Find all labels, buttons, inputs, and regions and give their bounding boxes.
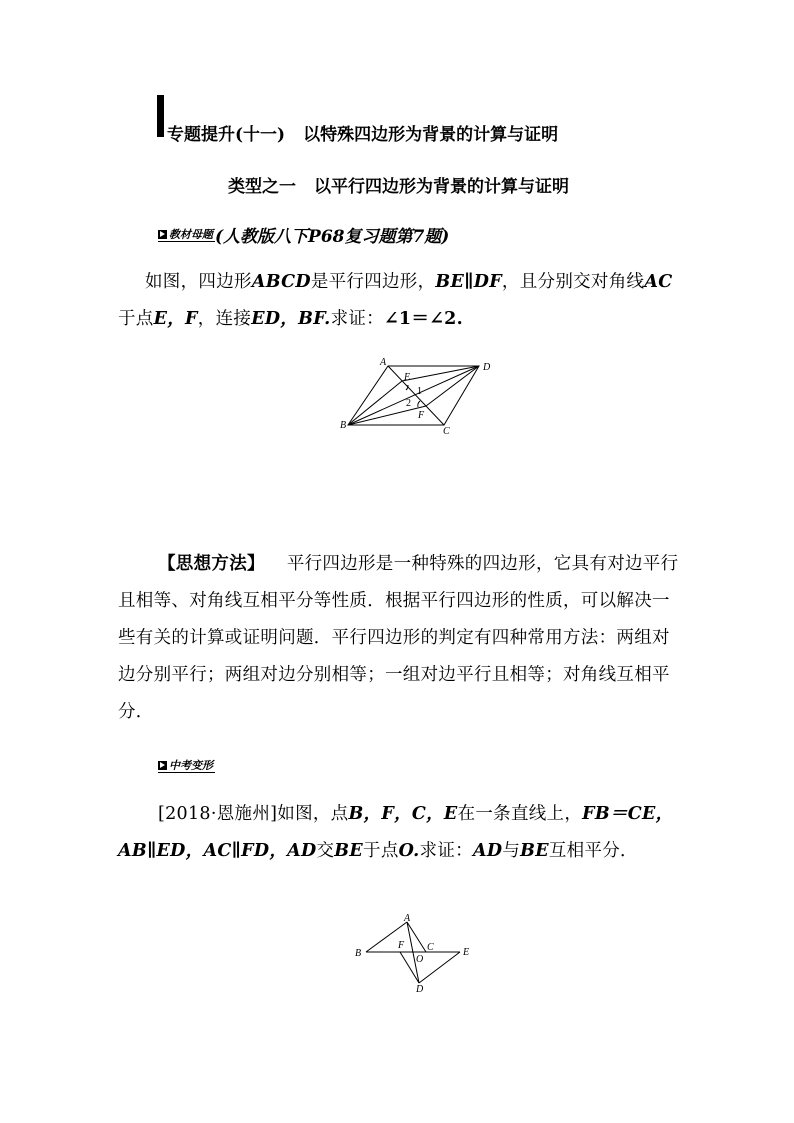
label-F: F: [398, 940, 405, 951]
label-C: C: [427, 942, 434, 953]
label-A: A: [380, 357, 387, 368]
play-icon: [158, 761, 167, 770]
title-bar-decoration: [157, 95, 164, 137]
textbook-problem-tag: 教材母题: [158, 228, 215, 242]
section-subtitle: 类型之一 以平行四边形为背景的计算与证明: [228, 177, 569, 197]
bowtie-figure: [350, 910, 480, 995]
parallelogram-figure: [330, 355, 500, 440]
play-icon: [158, 230, 167, 239]
textbook-problem-header: [158, 222, 449, 247]
exam-variant-header: [158, 755, 215, 774]
method-paragraph: 【思想方法】 平行四边形是一种特殊的四边形，它具有对边平行且相等、对角线互相平分等性质．根据平行四边形的性质，可以解决一些有关的计算或证明问题．平行四边形的判定有四种常用方法：两组对边分别平行；两组对边分别相等；一组对边平行且相等；对角线互相平分．: [118, 554, 679, 722]
exam-problem-statement: [2018·恩施州]如图，点B，F，C，E在一条直线上，FB＝CE，AB∥ED，AC∥FD，AD交BE于点O.求证：AD与BE互相平分．: [118, 804, 674, 861]
label-D: D: [416, 984, 424, 995]
label-B: B: [355, 948, 362, 959]
method-label: 【思想方法】: [158, 554, 265, 574]
problem-source: (人教版八下P68复习题第7题): [215, 227, 450, 247]
label-C: C: [443, 426, 450, 437]
label-O: O: [416, 954, 424, 965]
label-B: B: [340, 420, 347, 431]
label-E: E: [463, 947, 470, 958]
page-title: 专题提升(十一) 以特殊四边形为背景的计算与证明: [167, 125, 559, 145]
exam-variant-tag: 中考变形: [158, 759, 215, 773]
label-D: D: [483, 362, 491, 373]
label-E: E: [404, 372, 411, 383]
segment-ed: [402, 366, 479, 381]
label-angle-1: 1: [417, 386, 422, 397]
label-F: F: [418, 410, 425, 421]
problem-statement: 如图，四边形ABCD是平行四边形，BE∥DF，且分别交对角线AC于点E，F，连接ED，BF.求证：∠1＝∠2.: [118, 272, 673, 329]
label-angle-2: 2: [406, 398, 411, 409]
angle-2-arc: [418, 401, 420, 407]
segment-de: [419, 952, 460, 983]
label-A: A: [404, 913, 411, 924]
